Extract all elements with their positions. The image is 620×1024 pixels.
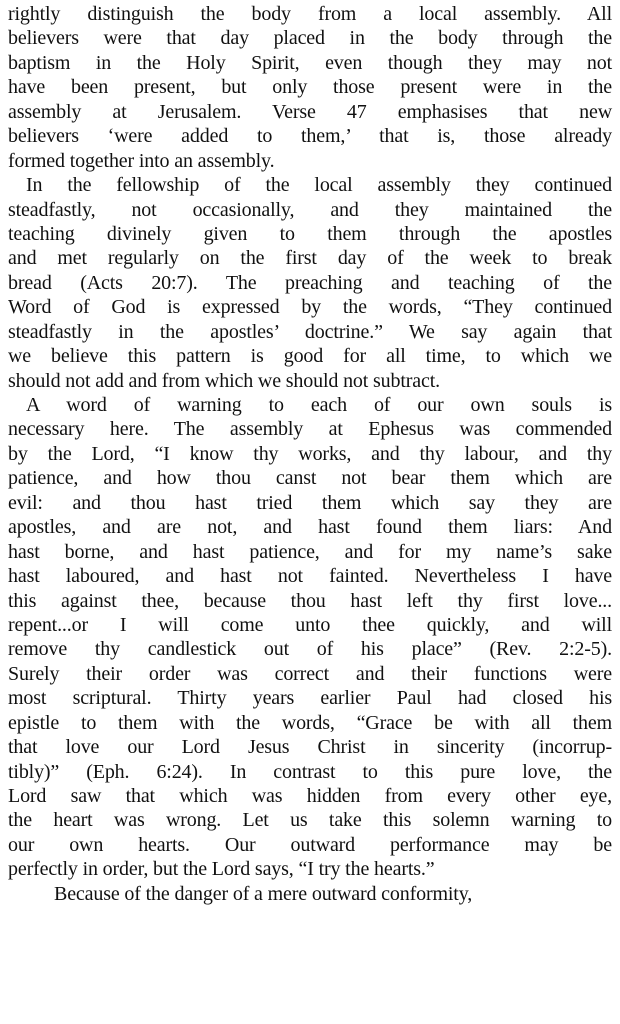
text-line: epistle to them with the words, “Grace be with all them (8, 711, 612, 734)
text-line: bread (Acts 20:7). The preaching and teaching of the (8, 271, 612, 294)
text-line: tibly)” (Eph. 6:24). In contrast to this pure love, the (8, 760, 612, 783)
text-line: this against thee, because thou hast left thy first love... (8, 589, 612, 612)
text-line: our own hearts. Our outward performance may be (8, 833, 612, 856)
text-line: assembly at Jerusalem. Verse 47 emphasises that new (8, 100, 612, 123)
text-line: most scriptural. Thirty years earlier Paul had closed his (8, 687, 612, 710)
text-line: baptism in the Holy Spirit, even though they may not (8, 51, 612, 74)
text-line: apostles, and are not, and hast found them liars: And (8, 516, 612, 539)
text-line: steadfastly, not occasionally, and they maintained the (8, 198, 612, 221)
text-line: hast laboured, and hast not fainted. Nevertheless I have (8, 565, 612, 588)
text-line: and met regularly on the first day of the week to break (8, 247, 612, 270)
text-line: the heart was wrong. Let us take this solemn warning to (8, 809, 612, 832)
text-line: by the Lord, “I know thy works, and thy labour, and thy (8, 442, 612, 465)
paragraph-start-line: In the fellowship of the local assembly they continued (26, 174, 612, 197)
text-line: evil: and thou hast tried them which say they are (8, 491, 612, 514)
text-line: rightly distinguish the body from a local assembly. All (8, 3, 612, 25)
text-line: Word of God is expressed by the words, “They continued (8, 296, 612, 319)
text-line: necessary here. The assembly at Ephesus was commended (8, 418, 612, 441)
paragraph-start-line: A word of warning to each of our own souls is (26, 394, 612, 416)
paragraph-end-line: perfectly in order, but the Lord says, “I try the hearts.” (8, 858, 435, 881)
paragraph-end-line: formed together into an assembly. (8, 149, 275, 172)
text-line: that love our Lord Jesus Christ in sincerity (incorrup- (8, 736, 612, 759)
text-line: believers were that day placed in the body through the (8, 27, 612, 50)
text-line: we believe this pattern is good for all time, to which we (8, 345, 612, 368)
text-line: steadfastly in the apostles’ doctrine.” We say again that (8, 320, 612, 343)
text-line: patience, and how thou canst not bear them which are (8, 467, 612, 490)
text-line: Lord saw that which was hidden from every other eye, (8, 785, 612, 807)
paragraph-end-line: should not add and from which we should not subtract. (8, 369, 440, 392)
text-line: Surely their order was correct and their functions were (8, 662, 612, 685)
text-line: remove thy candlestick out of his place” (Rev. 2:2-5). (8, 638, 612, 661)
paragraph-start-line: Because of the danger of a mere outward conformity, (54, 882, 473, 905)
body-text (8, 2, 612, 906)
text-line: teaching divinely given to them through the apostles (8, 222, 612, 245)
text-line: hast borne, and hast patience, and for my name’s sake (8, 540, 612, 563)
text-line: have been present, but only those present were in the (8, 76, 612, 99)
text-line: repent...or I will come unto thee quickly, and will (8, 613, 612, 636)
text-line: believers ‘were added to them,’ that is, those already (8, 125, 612, 148)
